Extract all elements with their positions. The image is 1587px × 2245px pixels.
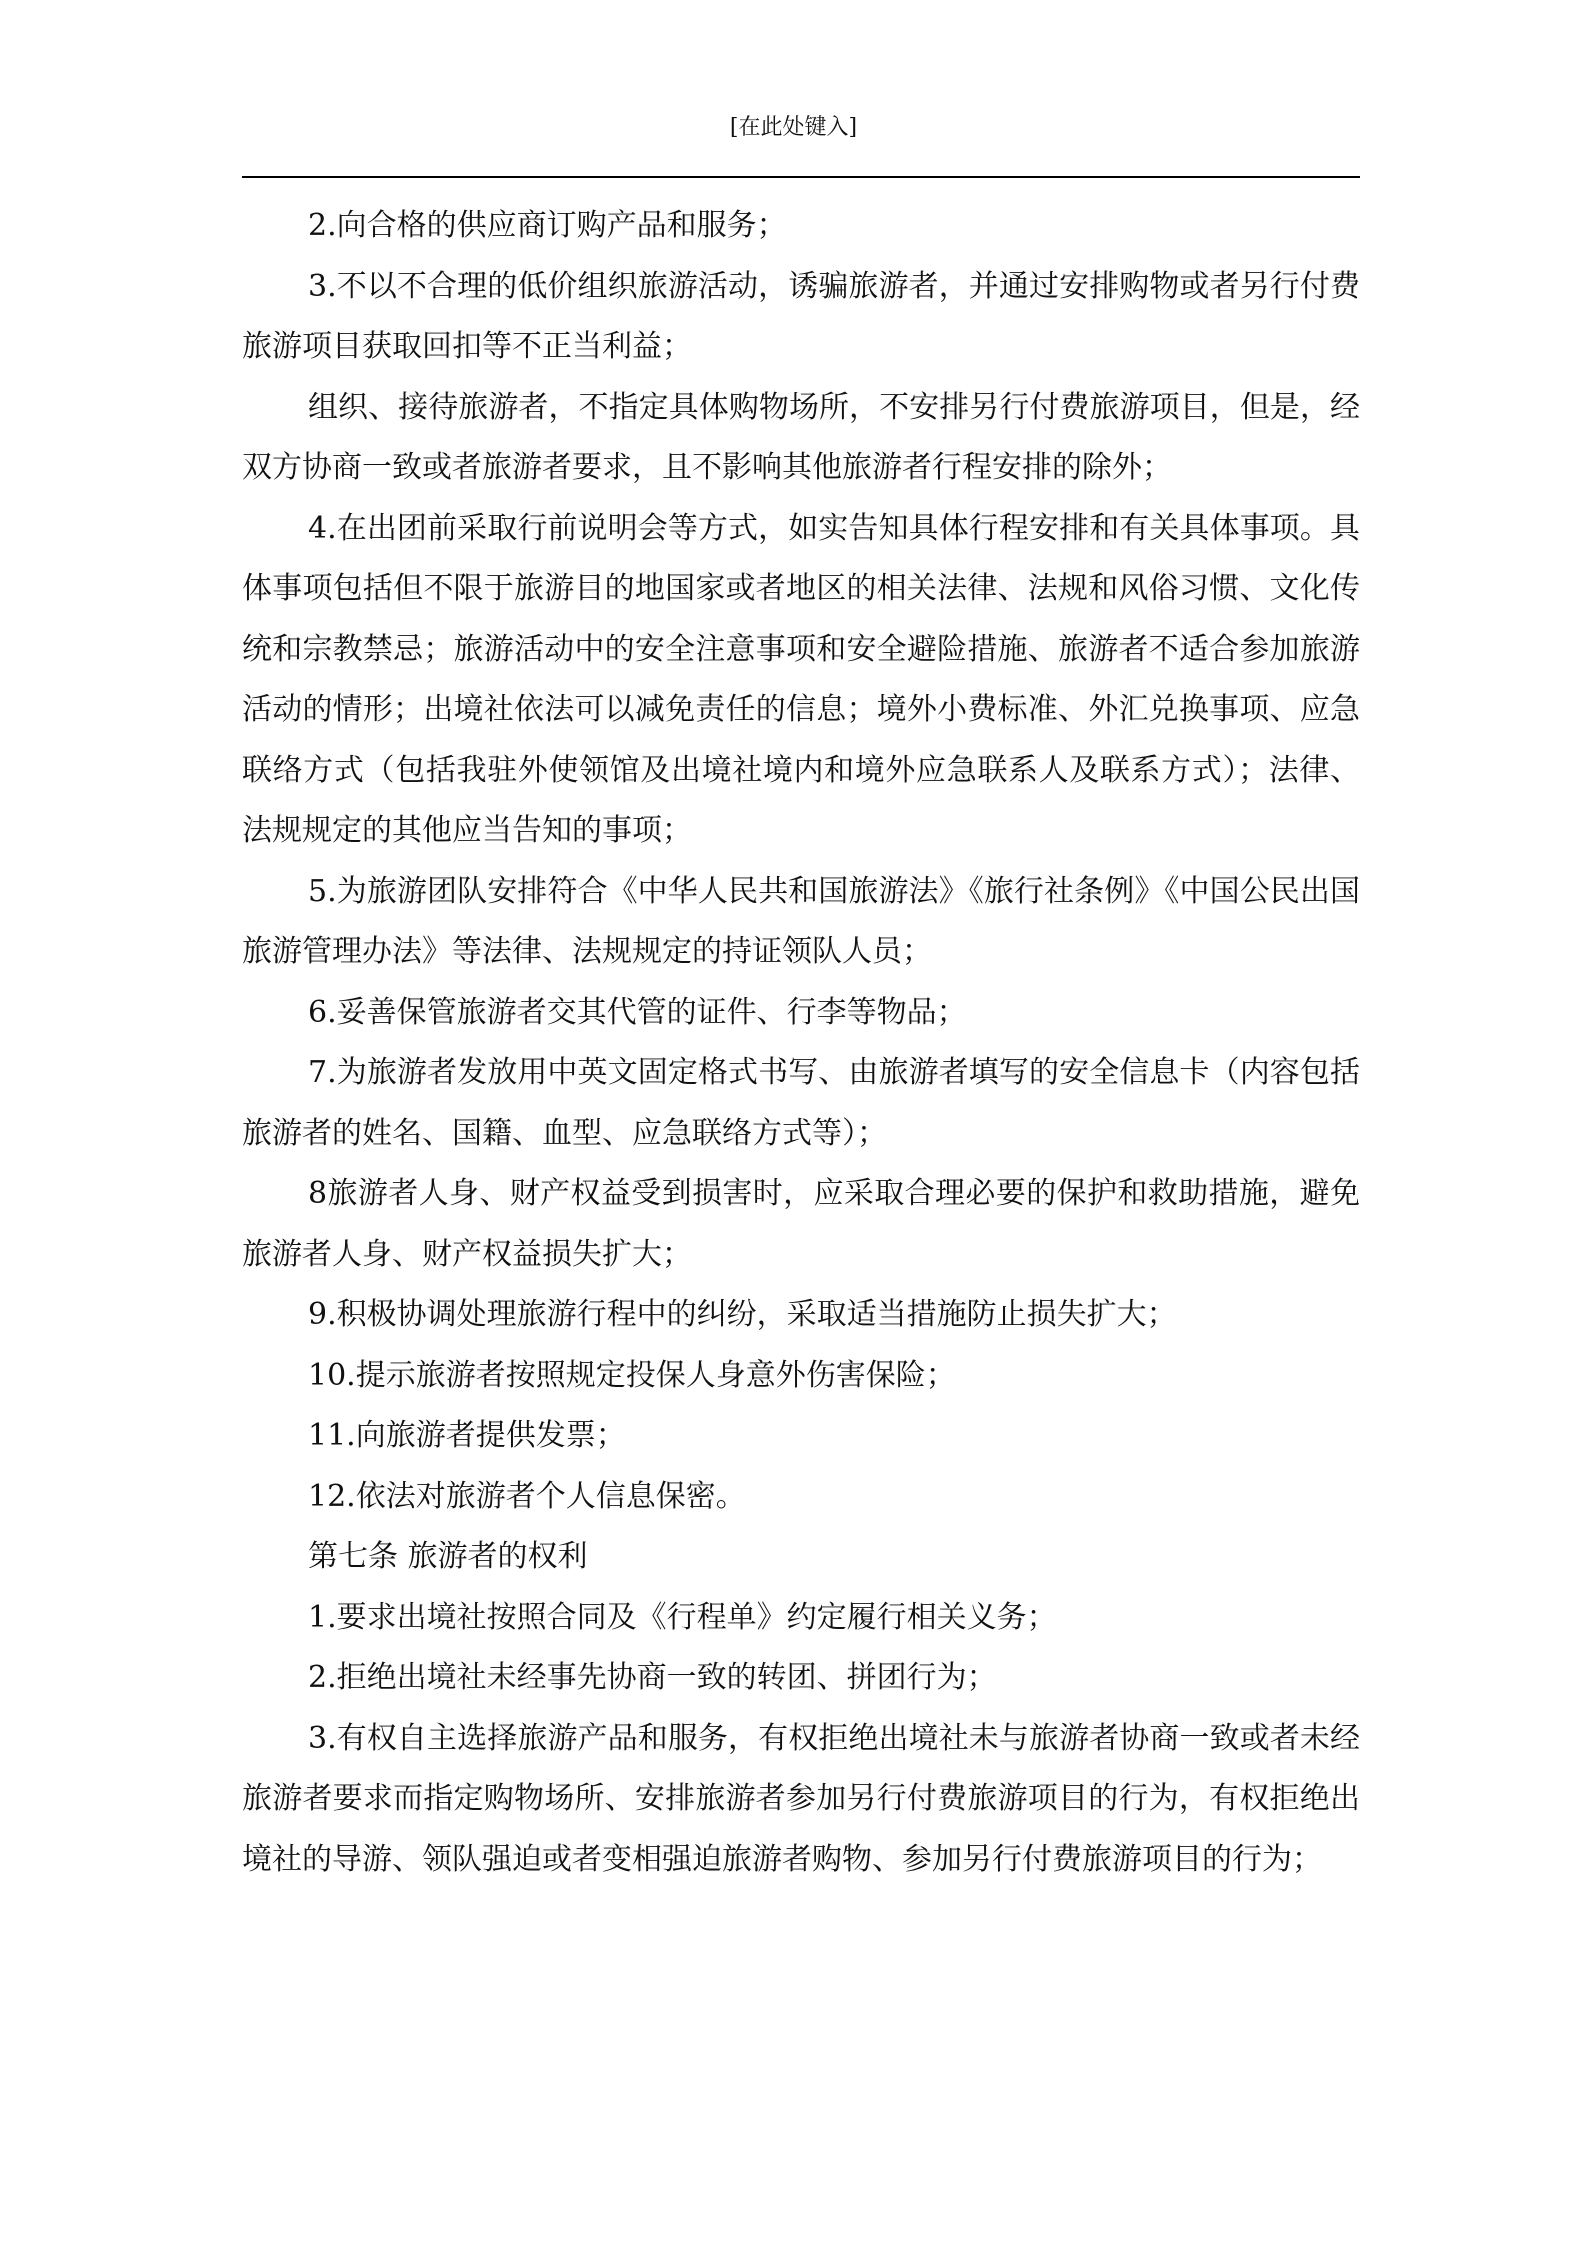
paragraph-item-3-note: 组织、接待旅游者，不指定具体购物场所，不安排另行付费旅游项目，但是，经双方协商一致或者旅游者要求，且不影响其他旅游者行程安排的除外； bbox=[242, 389, 1360, 485]
paragraph-item-4: 4.在出团前采取行前说明会等方式，如实告知具体行程安排和有关具体事项。具体事项包括但不限于旅游目的地国家或者地区的相关法律、法规和风俗习惯、文化传统和宗教禁忌；旅游活动中的安全注意事项和安全避险措施、旅游者不适合参加旅游活动的情形；出境社依法可以减免责任的信息；境外小费标准、外汇兑换事项、应急联络方式（包括我驻外使领馆及出境社境内和境外应急联系人及联系方式）；法律、法规规定的其他应当告知的事项； bbox=[242, 510, 1360, 848]
paragraph-item-5: 5.为旅游团队安排符合《中华人民共和国旅游法》《旅行社条例》《中国公民出国旅游管理办法》等法律、法规规定的持证领队人员； bbox=[242, 873, 1360, 969]
paragraph-item-10: 10.提示旅游者按照规定投保人身意外伤害保险； bbox=[308, 1357, 956, 1393]
section-heading-article-7: 第七条 旅游者的权利 bbox=[308, 1539, 588, 1574]
paragraph-right-2: 2.拒绝出境社未经事先协商一致的转团、拼团行为； bbox=[308, 1660, 997, 1695]
paragraph-right-1: 1.要求出境社按照合同及《行程单》约定履行相关义务； bbox=[308, 1599, 1057, 1635]
paragraph-item-7: 7.为旅游者发放用中英文固定格式书写、由旅游者填写的安全信息卡（内容包括旅游者的姓名、国籍、血型、应急联络方式等）； bbox=[242, 1055, 1360, 1151]
header-divider bbox=[242, 176, 1360, 178]
paragraph-item-6: 6.妥善保管旅游者交其代管的证件、行李等物品； bbox=[308, 994, 967, 1030]
paragraph-item-3: 3.不以不合理的低价组织旅游活动，诱骗旅游者，并通过安排购物或者另行付费旅游项目获取回扣等不正当利益； bbox=[242, 268, 1360, 364]
paragraph-item-8: 8旅游者人身、财产权益受到损害时，应采取合理必要的保护和救助措施，避免旅游者人身、财产权益损失扩大； bbox=[242, 1176, 1360, 1272]
page-header: [在此处键入] bbox=[729, 115, 858, 140]
paragraph-item-12: 12.依法对旅游者个人信息保密。 bbox=[308, 1478, 746, 1514]
document-body bbox=[242, 196, 1360, 1890]
paragraph-item-9: 9.积极协调处理旅游行程中的纠纷，采取适当措施防止损失扩大； bbox=[308, 1297, 1177, 1332]
paragraph-right-3: 3.有权自主选择旅游产品和服务，有权拒绝出境社未与旅游者协商一致或者未经旅游者要求而指定购物场所、安排旅游者参加另行付费旅游项目的行为，有权拒绝出境社的导游、领队强迫或者变相强迫旅游者购物、参加另行付费旅游项目的行为； bbox=[242, 1720, 1360, 1877]
paragraph-item-2: 2.向合格的供应商订购产品和服务； bbox=[308, 208, 787, 243]
paragraph-item-11: 11.向旅游者提供发票； bbox=[308, 1418, 626, 1453]
